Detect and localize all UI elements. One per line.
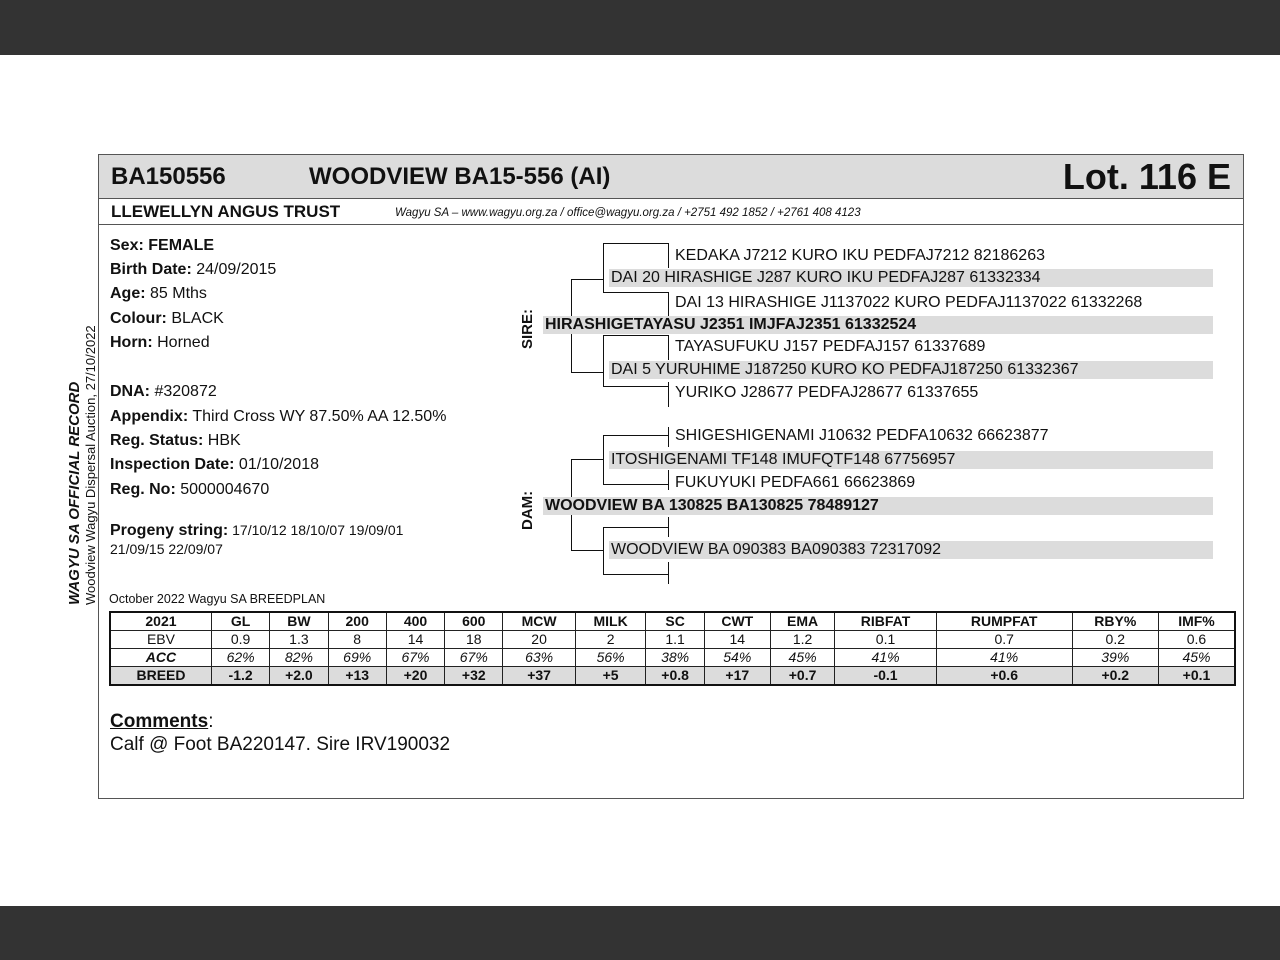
table-cell: +32: [445, 667, 503, 686]
side-label: [66, 325, 98, 605]
table-cell: 41%: [835, 649, 936, 667]
table-cell: +0.1: [1158, 667, 1235, 686]
sire-dam-dam: YURIKO J28677 PEDFAJ28677 61337655: [675, 384, 979, 401]
age-value: 85 Mths: [150, 285, 207, 302]
inspection-value: 01/10/2018: [238, 456, 319, 473]
inspection-label: Inspection Date:: [110, 456, 235, 473]
row-label: EBV: [110, 631, 211, 649]
table-cell: 38%: [646, 649, 704, 667]
inspection-row: [110, 456, 319, 474]
breeder-name: LLEWELLYN ANGUS TRUST: [111, 202, 341, 221]
table-cell: EMA: [770, 612, 835, 631]
table-cell: 400: [386, 612, 444, 631]
row-label: BREED: [110, 667, 211, 686]
table-cell: 0.7: [936, 631, 1072, 649]
bottom-bar: [0, 906, 1280, 960]
line: [603, 243, 669, 244]
table-cell: 14: [386, 631, 444, 649]
line: [603, 435, 669, 436]
comments-title: Comments: [110, 711, 209, 732]
table-cell: BW: [270, 612, 328, 631]
table-cell: -0.1: [835, 667, 936, 686]
card-subheader: [99, 199, 1243, 225]
contact-info: Wagyu SA – www.wagyu.org.za / office@wagyu.org.za / +2751 492 1852 / +2761 408 4123: [395, 207, 861, 219]
header-row: [110, 612, 1235, 631]
table-cell: 82%: [270, 649, 328, 667]
card-header: [99, 155, 1243, 199]
dna-row: [110, 383, 217, 401]
sex-value: FEMALE: [148, 237, 215, 254]
sire-label: SIRE:: [519, 308, 536, 349]
sire-sire-dam: DAI 13 HIRASHIGE J1137022 KURO PEDFAJ1137022 61332268: [675, 294, 1143, 311]
dam-sire-sire: SHIGESHIGENAMI J10632 PEDFA10632 66623877: [675, 427, 1049, 444]
age-row: [110, 285, 207, 303]
birth-label: Birth Date:: [110, 261, 192, 278]
reg-no-row: [110, 481, 269, 499]
line: [571, 372, 603, 373]
ss-bracket: [603, 243, 604, 293]
line: [603, 574, 669, 575]
horn-label: Horn:: [110, 334, 153, 351]
table-cell: +17: [704, 667, 770, 686]
table-cell: CWT: [704, 612, 770, 631]
dam: WOODVIEW BA 130825 BA130825 78489127: [543, 497, 1213, 515]
table-cell: 62%: [211, 649, 269, 667]
table-cell: 20: [503, 631, 575, 649]
table-cell: +13: [328, 667, 386, 686]
table-cell: 18: [445, 631, 503, 649]
acc-row: [110, 649, 1235, 667]
sex-row: [110, 237, 214, 255]
table-cell: RBY%: [1072, 612, 1158, 631]
line: [571, 279, 603, 280]
table-cell: 0.6: [1158, 631, 1235, 649]
table-cell: 0.2: [1072, 631, 1158, 649]
table-cell: +0.6: [936, 667, 1072, 686]
lot-number: Lot. 116 E: [1062, 156, 1231, 197]
table-cell: +20: [386, 667, 444, 686]
table-cell: SC: [646, 612, 704, 631]
table-cell: 69%: [328, 649, 386, 667]
sire-dam-sire: TAYASUFUKU J157 PEDFAJ157 61337689: [675, 338, 986, 355]
reg-no-value: 5000004670: [180, 481, 270, 498]
horn-value: Horned: [157, 334, 210, 351]
line: [603, 527, 669, 528]
table-cell: 600: [445, 612, 503, 631]
reg-no-label: Reg. No:: [110, 481, 176, 498]
animal-record-card: [98, 154, 1244, 799]
line: [603, 386, 669, 387]
table-cell: RUMPFAT: [936, 612, 1072, 631]
breedplan-title: October 2022 Wagyu SA BREEDPLAN: [109, 592, 326, 606]
breedplan-table: [109, 611, 1236, 686]
line: [668, 470, 669, 490]
table-cell: IMF%: [1158, 612, 1235, 631]
progeny-label: Progeny string:: [110, 522, 229, 539]
dam-sire: ITOSHIGENAMI TF148 IMUFQTF148 67756957: [609, 451, 1213, 469]
dam-dam: WOODVIEW BA 090383 BA090383 72317092: [609, 541, 1213, 559]
dna-label: DNA:: [110, 383, 150, 400]
line: [668, 517, 669, 537]
sire-sire-sire: KEDAKA J7212 KURO IKU PEDFAJ7212 82186263: [675, 247, 1045, 264]
official-record-label: WAGYU SA OFFICIAL RECORD: [66, 381, 83, 605]
line: [668, 562, 669, 584]
table-cell: +37: [503, 667, 575, 686]
table-cell: RIBFAT: [835, 612, 936, 631]
sire-dam: DAI 5 YURUHIME J187250 KURO KO PEDFAJ187250 61332367: [609, 361, 1213, 379]
comments-colon: :: [208, 711, 214, 732]
sire-sire: DAI 20 HIRASHIGE J287 KURO IKU PEDFAJ287 61332334: [609, 269, 1213, 287]
horn-row: [110, 334, 210, 352]
table-cell: 2: [575, 631, 646, 649]
dd-bracket: [603, 527, 604, 575]
table-cell: +0.2: [1072, 667, 1158, 686]
table-cell: GL: [211, 612, 269, 631]
row-label: 2021: [110, 612, 211, 631]
progeny-string: [110, 521, 470, 559]
top-bar: [0, 0, 1280, 55]
reg-status-value: HBK: [207, 432, 241, 449]
animal-id: BA150556: [111, 163, 226, 190]
table-cell: 54%: [704, 649, 770, 667]
line: [668, 243, 669, 268]
progeny-line-1: 17/10/12 18/10/07 19/09/01: [232, 522, 404, 538]
dam-label: DAM:: [519, 490, 536, 530]
table-cell: 14: [704, 631, 770, 649]
table-cell: 1.3: [270, 631, 328, 649]
ds-bracket: [603, 435, 604, 485]
line: [571, 550, 603, 551]
table-cell: 0.1: [835, 631, 936, 649]
table-cell: MCW: [503, 612, 575, 631]
table-cell: 0.9: [211, 631, 269, 649]
table-cell: 8: [328, 631, 386, 649]
colour-row: [110, 310, 224, 328]
table-cell: +2.0: [270, 667, 328, 686]
table-cell: 1.1: [646, 631, 704, 649]
line: [571, 459, 603, 460]
birth-value: 24/09/2015: [196, 261, 277, 278]
appendix-label: Appendix:: [110, 408, 189, 425]
table-cell: MILK: [575, 612, 646, 631]
table-cell: 1.2: [770, 631, 835, 649]
table-cell: 39%: [1072, 649, 1158, 667]
auction-label: Woodview Wagyu Dispersal Auction, 27/10/2022: [83, 325, 98, 605]
sex-label: Sex:: [110, 237, 144, 254]
table-cell: 67%: [445, 649, 503, 667]
colour-value: BLACK: [171, 310, 224, 327]
reg-status-row: [110, 432, 241, 450]
line: [668, 382, 669, 407]
animal-name: WOODVIEW BA15-556 (AI): [309, 163, 611, 190]
age-label: Age:: [110, 285, 146, 302]
table-cell: 200: [328, 612, 386, 631]
colour-label: Colour:: [110, 310, 167, 327]
sd-bracket: [603, 335, 604, 387]
reg-status-label: Reg. Status:: [110, 432, 204, 449]
sire: HIRASHIGETAYASU J2351 IMJFAJ2351 61332524: [543, 316, 1213, 334]
line: [668, 427, 669, 447]
row-label: ACC: [110, 649, 211, 667]
line: [668, 292, 669, 317]
table-cell: 56%: [575, 649, 646, 667]
table-cell: 67%: [386, 649, 444, 667]
ebv-row: [110, 631, 1235, 649]
table-cell: +0.8: [646, 667, 704, 686]
line: [668, 335, 669, 360]
table-cell: 45%: [770, 649, 835, 667]
line: [603, 292, 669, 293]
appendix-value: Third Cross WY 87.50% AA 12.50%: [192, 408, 447, 425]
line: [603, 484, 669, 485]
appendix-row: [110, 408, 446, 426]
table-cell: 45%: [1158, 649, 1235, 667]
dna-value: #320872: [154, 383, 217, 400]
birth-row: [110, 261, 276, 279]
progeny-line-2: 21/09/15 22/09/07: [110, 541, 223, 557]
comments-heading: [110, 711, 213, 733]
table-cell: -1.2: [211, 667, 269, 686]
breed-row: [110, 667, 1235, 686]
table-cell: +5: [575, 667, 646, 686]
table-cell: 41%: [936, 649, 1072, 667]
table-cell: 63%: [503, 649, 575, 667]
dam-sire-dam: FUKUYUKI PEDFA661 66623869: [675, 474, 916, 491]
comments-text: Calf @ Foot BA220147. Sire IRV190032: [110, 734, 451, 755]
line: [603, 335, 669, 336]
table-cell: +0.7: [770, 667, 835, 686]
